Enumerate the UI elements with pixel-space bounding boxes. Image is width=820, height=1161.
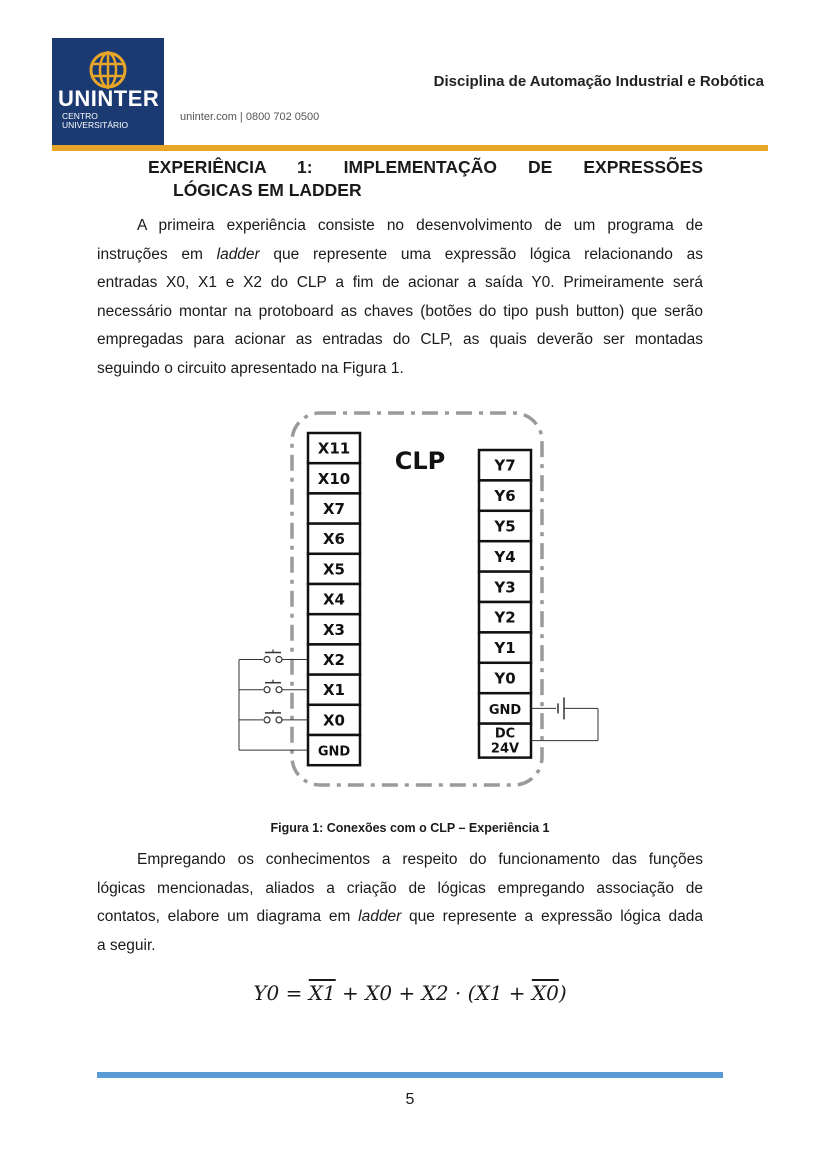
paragraph1-line <box>97 326 703 355</box>
logo-subtitle-line2: UNIVERSITÁRIO <box>62 120 129 130</box>
switch-contact <box>276 717 282 723</box>
switch-contact <box>276 657 282 663</box>
paragraph1-line <box>97 269 703 298</box>
input-terminal-label: X7 <box>322 500 346 518</box>
input-terminal-label: X1 <box>322 681 346 700</box>
input-terminal-label: X4 <box>322 590 346 609</box>
plc-label: CLP <box>394 447 446 475</box>
output-terminal-label: Y3 <box>494 578 516 597</box>
input-terminal-column <box>308 433 360 765</box>
output-terminal-label: GND <box>488 702 522 718</box>
section-title-line2: LÓGICAS EM LADDER <box>173 180 362 200</box>
formula-lhs: Y0 = <box>253 981 309 1005</box>
text-run: seguindo o circuito apresentado na Figura 1. <box>97 359 404 377</box>
input-terminal-label: X6 <box>322 530 346 549</box>
emphasis-run: ladder <box>358 908 402 926</box>
output-terminal-column <box>479 450 531 758</box>
paragraph1-line <box>97 298 703 327</box>
text-run: que represente uma expressão lógica relacionando as <box>259 245 704 263</box>
paragraph-intro <box>97 212 703 384</box>
text-run: entradas X0, X1 e X2 do CLP a fim de acionar a saída Y0. Primeiramente será <box>97 274 703 292</box>
text-run: a seguir. <box>97 936 156 954</box>
emphasis-run: ladder <box>216 245 260 263</box>
paragraph2-line <box>97 903 703 932</box>
text-run: instruções em <box>97 245 217 263</box>
figure-caption: Figura 1: Conexões com o CLP – Experiência 1 <box>270 821 550 835</box>
input-terminal-label: X3 <box>322 620 346 639</box>
text-run: Empregando os conhecimentos a respeito do funcionamento das funções <box>137 851 703 868</box>
switch-contact <box>264 687 270 693</box>
output-terminal-label: Y2 <box>494 608 516 627</box>
text-run: que represente a expressão lógica dada <box>401 908 703 926</box>
logo-subtitle <box>62 112 128 130</box>
paragraph2-line <box>97 932 703 961</box>
text-run: A primeira experiência consiste no desenvolvimento de um programa de <box>137 217 703 234</box>
output-terminal-label: DC <box>494 726 516 742</box>
formula-middle: + X0 + X2 · (X1 + <box>335 981 532 1005</box>
output-terminal-label: Y6 <box>494 487 516 506</box>
logo-subtitle-line1: CENTRO <box>62 111 98 121</box>
logic-expression <box>0 981 820 1005</box>
output-terminal-label: Y4 <box>494 547 516 566</box>
paragraph1-line <box>97 241 703 270</box>
contact-info: uninter.com | 0800 702 0500 <box>180 111 320 123</box>
paragraph-instructions <box>97 846 703 960</box>
formula-not-x1: X1 <box>308 981 336 1005</box>
output-terminal-label: Y5 <box>494 517 516 536</box>
paragraph2-line <box>97 875 703 904</box>
input-terminal-label: X5 <box>322 560 346 579</box>
plc-wiring-figure <box>230 405 610 800</box>
output-terminal-label: Y1 <box>494 639 516 658</box>
input-terminal-label: X11 <box>317 439 351 458</box>
output-terminal-label: Y0 <box>494 669 516 688</box>
paragraph1-line <box>97 355 703 384</box>
output-terminal-label: 24V <box>490 741 520 757</box>
text-run: necessário montar na protoboard as chaves (botões do tipo push button) que serão <box>97 302 703 320</box>
paragraph1-line <box>97 212 703 241</box>
page-number: 5 <box>405 1091 415 1108</box>
formula-not-x0: X0 <box>531 981 559 1005</box>
input-terminal-label: X2 <box>322 651 346 669</box>
input-terminal-label: X0 <box>322 711 346 730</box>
switch-contact <box>264 657 270 663</box>
switch-contact <box>276 687 282 693</box>
footer-rule <box>97 1072 723 1078</box>
header-rule <box>52 145 768 151</box>
section-title-line1: EXPERIÊNCIA 1: IMPLEMENTAÇÃO DE EXPRESSÕES <box>148 157 703 177</box>
discipline-title: Disciplina de Automação Industrial e Robótica <box>433 73 764 90</box>
switch-contact <box>264 717 270 723</box>
uninter-logo <box>52 38 164 146</box>
formula-close: ) <box>558 981 567 1005</box>
input-terminal-label: GND <box>317 744 351 760</box>
input-terminal-label: X10 <box>317 469 351 488</box>
text-run: empregadas para acionar as entradas do CLP, as quais deverão ser montadas <box>97 331 703 349</box>
text-run: lógicas mencionadas, aliados a criação de lógicas empregando associação de <box>97 879 703 897</box>
logo-wordmark: UNINTER <box>58 86 160 111</box>
text-run: contatos, elabore um diagrama em <box>97 908 359 926</box>
paragraph2-line <box>97 846 703 875</box>
output-terminal-label: Y7 <box>494 456 516 475</box>
